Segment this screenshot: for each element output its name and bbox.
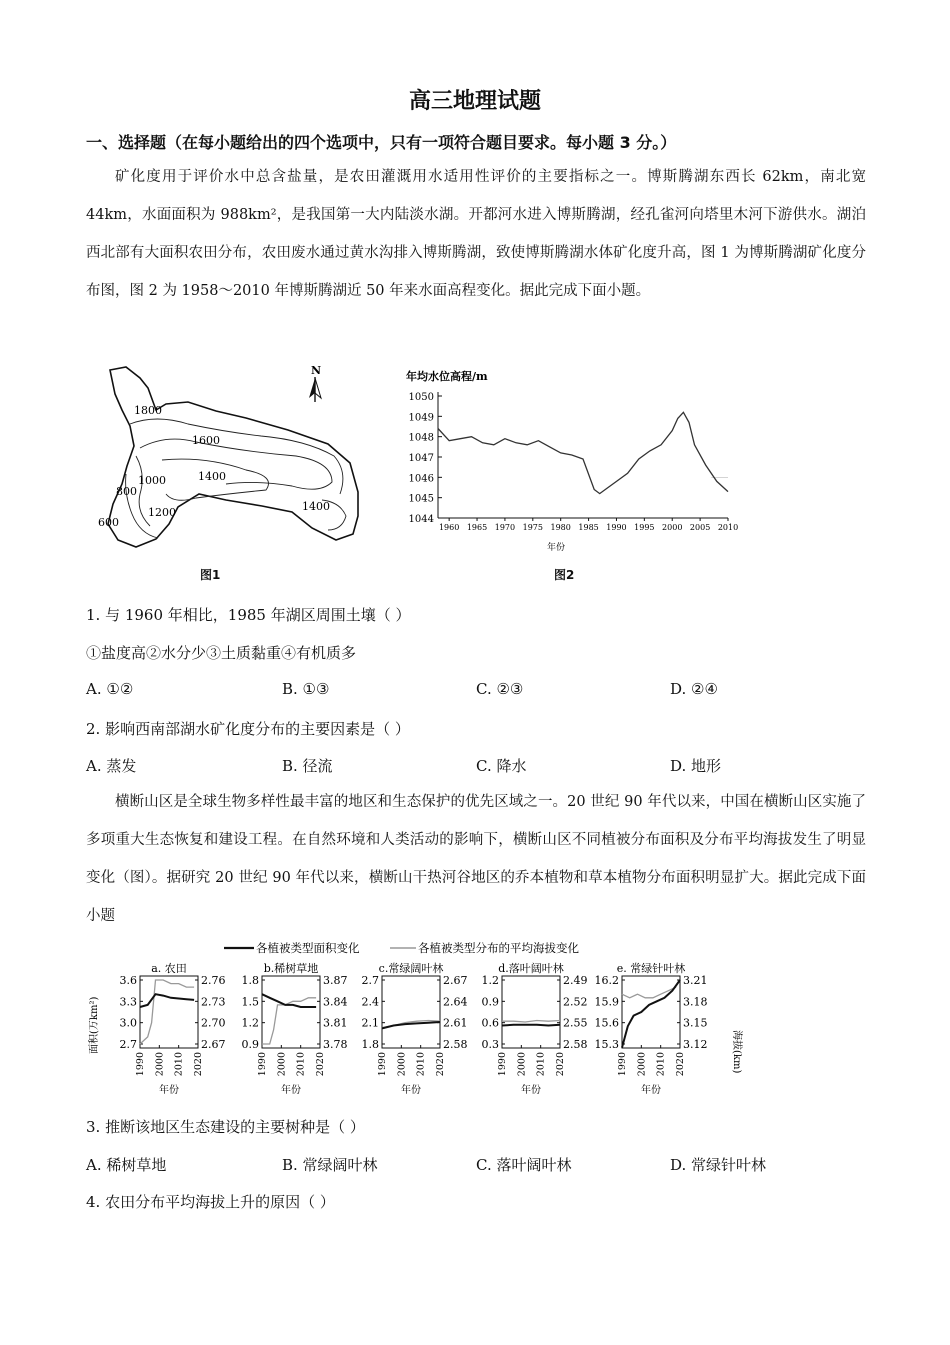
q2-option-a[interactable]: A. 蒸发: [86, 757, 137, 775]
right-tick-label: 2.67: [201, 1038, 226, 1051]
x-axis-title: 年份: [521, 1085, 541, 1096]
x-tick-label: 1990: [617, 1052, 628, 1077]
contour-label: 1600: [192, 434, 220, 447]
x-tick-label: 2020: [315, 1052, 326, 1077]
x-tick-label: 2000: [516, 1052, 528, 1077]
left-tick-label: 1.2: [241, 1016, 259, 1030]
right-tick-label: 3.81: [323, 1016, 348, 1030]
contour-label: 600: [98, 516, 119, 529]
x-tick-label: 2010: [717, 523, 739, 532]
right-tick-label: 2.70: [201, 1016, 226, 1030]
x-tick-label: 1965: [466, 523, 488, 532]
left-tick-label: 15.3: [594, 1038, 619, 1051]
x-tick-label: 2010: [295, 1052, 307, 1077]
figure-3-chart: [86, 936, 766, 1100]
q3-option-a[interactable]: A. 稀树草地: [86, 1156, 167, 1174]
question-4-stem: 4. 农田分布平均海拔上升的原因（ ）: [86, 1193, 335, 1211]
y-tick-label: 1048: [408, 432, 434, 444]
passage-2: 横断山区是全球生物多样性最丰富的地区和生态保护的优先区域之一。20 世纪 90 年代以来，中国在横断山区实施了多项重大生态恢复和建设工程。在自然环境和人类活动的影响下，横断山区不同植被分布面积及分布平均海拔发生了明显变化（图）。据研究 20 世纪 90 年代以来，横断山干热河谷地区的乔本植物和草本植物分布面积明显扩大。据此完成下面小题: [86, 794, 866, 924]
legend: [224, 941, 579, 955]
x-tick-label: 1990: [257, 1052, 268, 1077]
right-tick-label: 3.84: [323, 995, 348, 1009]
figure-2-chart: [400, 366, 740, 556]
q2-option-d[interactable]: D. 地形: [670, 757, 722, 775]
panel-title: e. 常绿针叶林: [616, 962, 686, 975]
section-heading: 一、选择题（在每小题给出的四个选项中，只有一项符合题目要求。每小题 3 分。）: [86, 133, 677, 152]
panel-b: [242, 961, 348, 1096]
panel-frame: [622, 976, 680, 1048]
contour-label: 1800: [134, 404, 162, 417]
altitude-series-line: [502, 1021, 560, 1023]
svg-text:N: N: [311, 364, 322, 377]
left-tick-label: 3.6: [119, 974, 137, 987]
panel-title: b.稀树草地: [263, 962, 319, 975]
x-axis-title: 年份: [641, 1085, 661, 1096]
x-tick-label: 1985: [578, 523, 599, 532]
panel-title: a. 农田: [151, 962, 187, 975]
x-axis-title: 年份: [159, 1085, 179, 1096]
right-tick-label: 2.73: [201, 995, 226, 1009]
x-tick-label: 1995: [634, 523, 655, 532]
legend-altitude-label: 各植被类型分布的平均海拔变化: [418, 941, 579, 955]
area-series-line: [262, 994, 316, 1007]
x-tick-label: 2005: [689, 523, 711, 532]
x-tick-label: 2010: [535, 1052, 547, 1077]
x-tick-label: 2010: [655, 1052, 667, 1077]
legend-area-label: 各植被类型面积变化: [256, 941, 360, 955]
north-arrow-icon: [309, 364, 321, 402]
x-tick-label: 1990: [497, 1052, 508, 1077]
q3-option-b[interactable]: B. 常绿阔叶林: [282, 1156, 378, 1174]
contour-label: 1400: [302, 500, 330, 513]
area-series-line: [140, 994, 194, 1007]
q2-option-c[interactable]: C. 降水: [476, 757, 527, 775]
question-3-stem: 3. 推断该地区生态建设的主要树种是（ ）: [86, 1118, 365, 1136]
altitude-series-line: [622, 987, 676, 998]
x-tick-label: 2020: [193, 1052, 204, 1077]
right-tick-label: 2.55: [563, 1016, 588, 1030]
panel-d: [482, 961, 588, 1096]
right-tick-label: 2.52: [563, 995, 588, 1009]
panel-frame: [382, 976, 440, 1048]
x-tick-label: 2020: [435, 1052, 446, 1077]
area-series-line: [502, 1025, 560, 1026]
x-tick-label: 2010: [415, 1052, 427, 1077]
x-axis-title: 年份: [547, 543, 566, 553]
x-tick-label: 2000: [636, 1052, 648, 1077]
passage-1: 矿化度用于评价水中总含盐量，是农田灌溉用水适用性评价的主要指标之一。博斯腾湖东西长 62km，南北宽 44km，水面面积为 988km²，是我国第一大内陆淡水湖。开都河水进入博斯腾湖，经孔雀河向塔里木河下游供水。湖泊西北部有大面积农田分布，农田废水通过黄水沟排入博斯腾湖，致使博斯腾湖水体矿化度升高，图 1 为博斯腾湖矿化度分布图，图 2 为 1958～2010 年博斯腾湖近 50 年来水面高程变化。据此完成下面小题。: [86, 169, 866, 299]
y-tick-label: 1050: [408, 392, 434, 403]
altitude-series-line: [140, 980, 194, 1044]
left-tick-label: 0.3: [481, 1038, 499, 1051]
right-tick-label: 3.87: [323, 974, 348, 987]
y-tick-label: 1049: [408, 412, 434, 424]
panel-c: [362, 961, 468, 1096]
contour-label: 800: [116, 485, 137, 498]
x-tick-label: 2010: [173, 1052, 185, 1077]
x-tick-label: 2020: [675, 1052, 686, 1077]
panel-e: [595, 961, 708, 1096]
x-tick-label: 2000: [396, 1052, 408, 1077]
right-tick-label: 2.58: [443, 1038, 468, 1051]
right-tick-label: 3.78: [323, 1038, 348, 1051]
right-tick-label: 2.76: [201, 974, 226, 987]
right-tick-label: 2.67: [443, 974, 468, 987]
y-tick-label: 1046: [408, 473, 434, 485]
page-title: 高三地理试题: [408, 89, 541, 114]
left-tick-label: 1.5: [241, 995, 259, 1009]
x-tick-label: 1975: [522, 523, 543, 532]
right-tick-label: 2.61: [443, 1016, 468, 1030]
x-axis-title: 年份: [281, 1085, 301, 1096]
x-tick-label: 1990: [377, 1052, 388, 1077]
left-tick-label: 0.9: [241, 1038, 259, 1051]
panel-frame: [262, 976, 320, 1048]
figure-1-caption: 图1: [200, 568, 221, 582]
y-tick-label: 1044: [408, 514, 434, 525]
y-axis-title: 年均水位高程/m: [406, 370, 488, 383]
left-tick-label: 2.4: [361, 995, 379, 1009]
contour-label: 1000: [138, 474, 166, 487]
left-tick-label: 15.9: [594, 995, 619, 1009]
left-tick-label: 15.6: [594, 1016, 619, 1030]
left-tick-label: 0.9: [481, 995, 499, 1009]
question-1-items: ①盐度高②水分少③土质黏重④有机质多: [86, 644, 357, 662]
left-tick-label: 16.2: [594, 974, 619, 987]
figure-1-map: [96, 364, 366, 554]
question-2-stem: 2. 影响西南部湖水矿化度分布的主要因素是（ ）: [86, 720, 410, 738]
left-tick-label: 1.8: [241, 974, 259, 987]
q1-option-b[interactable]: B. ①③: [282, 680, 330, 698]
x-tick-label: 1970: [494, 523, 516, 532]
q1-option-a[interactable]: A. ①②: [86, 680, 134, 698]
panel-title: c.常绿阔叶林: [378, 962, 444, 975]
right-tick-label: 2.64: [443, 995, 468, 1009]
figure-2-caption: 图2: [554, 568, 575, 582]
area-series-line: [622, 980, 680, 1048]
q2-option-b[interactable]: B. 径流: [282, 757, 333, 775]
right-tick-label: 2.49: [563, 974, 588, 987]
left-tick-label: 1.8: [361, 1038, 379, 1051]
right-tick-label: 2.58: [563, 1038, 588, 1051]
x-axis-title: 年份: [401, 1085, 421, 1096]
x-tick-label: 2000: [276, 1052, 288, 1077]
panel-a: [120, 962, 226, 1096]
q1-option-d[interactable]: D. ②④: [670, 680, 718, 698]
x-tick-label: 2000: [154, 1052, 166, 1077]
left-tick-label: 2.7: [361, 974, 379, 987]
x-tick-label: 1960: [438, 523, 460, 532]
contour-line: [140, 439, 332, 489]
area-series-line: [382, 1022, 440, 1028]
q1-option-c[interactable]: C. ②③: [476, 680, 524, 698]
water-level-line: [438, 412, 728, 493]
right-tick-label: 3.15: [683, 1016, 708, 1030]
left-tick-label: 3.0: [119, 1016, 137, 1030]
right-axis-label: 海拔(km): [731, 1030, 742, 1074]
q3-option-c[interactable]: C. 落叶阔叶林: [476, 1156, 572, 1174]
left-tick-label: 2.1: [361, 1016, 379, 1030]
left-tick-label: 1.2: [481, 974, 499, 987]
contour-label: 1200: [148, 506, 176, 519]
y-tick-label: 1047: [408, 453, 434, 464]
x-tick-label: 2000: [662, 523, 683, 532]
left-tick-label: 0.6: [481, 1016, 499, 1030]
panel-frame: [502, 976, 560, 1048]
contour-label: 1400: [198, 470, 226, 483]
right-tick-label: 3.18: [683, 995, 708, 1009]
x-tick-label: 1990: [135, 1052, 146, 1077]
left-axis-label: 面积(万km²): [89, 996, 100, 1054]
question-1-stem: 1. 与 1960 年相比，1985 年湖区周围土壤（ ）: [86, 606, 411, 624]
x-tick-label: 2020: [555, 1052, 566, 1077]
y-tick-label: 1045: [408, 493, 434, 505]
right-tick-label: 3.12: [683, 1038, 708, 1051]
left-tick-label: 2.7: [119, 1038, 137, 1051]
panel-title: d.落叶阔叶林: [498, 962, 564, 975]
q3-option-d[interactable]: D. 常绿针叶林: [670, 1156, 767, 1174]
right-tick-label: 3.21: [683, 974, 708, 987]
x-tick-label: 1990: [606, 523, 627, 532]
left-tick-label: 3.3: [119, 995, 137, 1009]
x-tick-label: 1980: [550, 523, 571, 532]
